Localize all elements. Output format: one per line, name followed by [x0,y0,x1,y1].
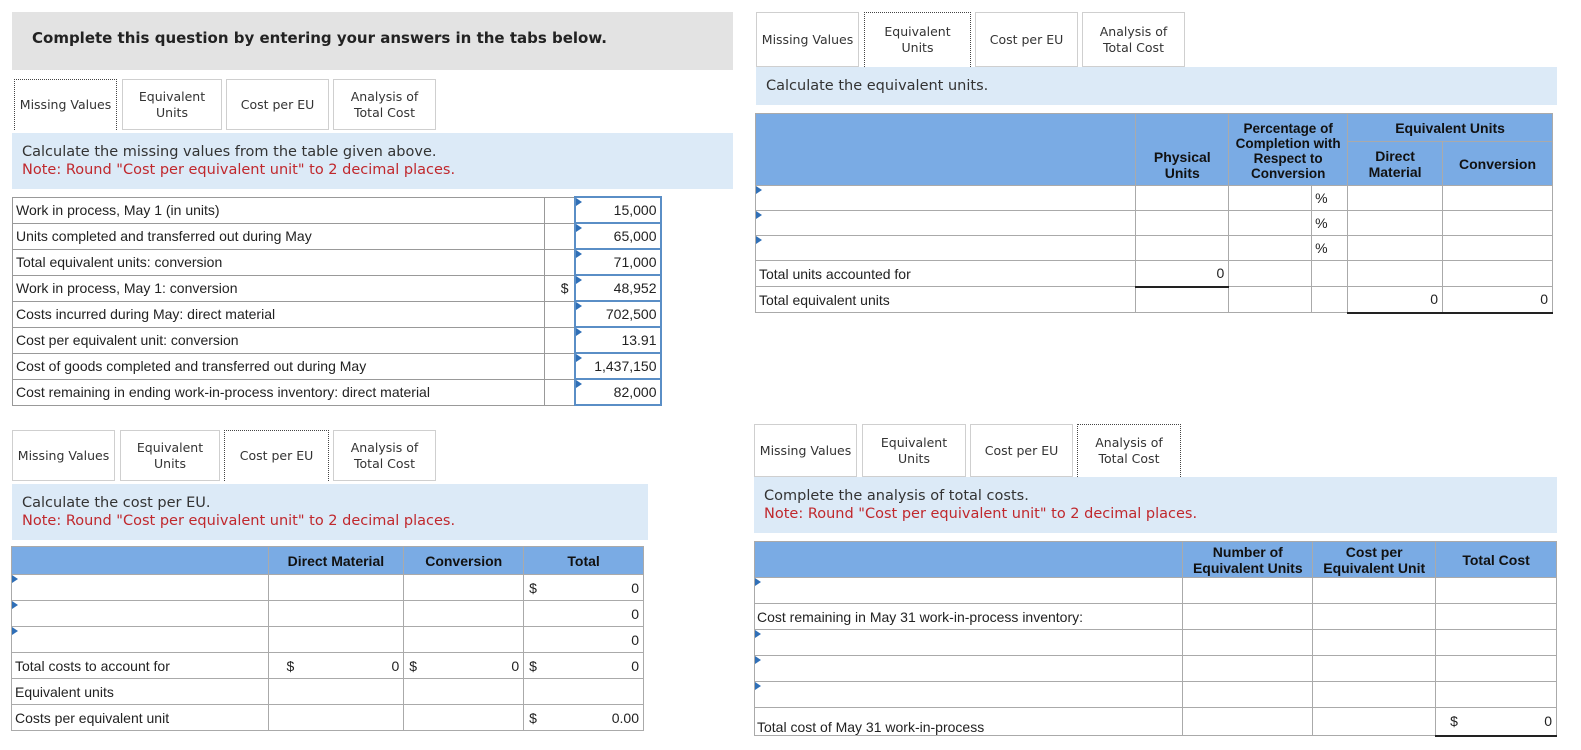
tab-bar-missing [14,79,440,130]
tab-missing-values[interactable]: Missing Values [754,424,857,477]
row-label: Cost of goods completed and transferred out during May [13,353,545,379]
eu-row-dm-input[interactable] [1348,211,1443,236]
total-eq-dm: 0 [1348,287,1443,313]
tab-cost-per-eu[interactable]: Cost per EU [975,12,1078,67]
percent-sign: % [1312,211,1348,236]
cpeu-row-conv-input[interactable] [404,601,524,627]
cpeu-row-label-input[interactable] [12,575,269,601]
cpeu-row-total: 0 [554,627,644,653]
tab-equivalent-units[interactable]: Equivalent Units [122,79,222,130]
analysis-row-3-total-input[interactable] [1436,630,1557,656]
missing-values-instructions [12,133,733,189]
remaining-label: Cost remaining in May 31 work-in-process inventory: [755,604,1183,630]
header-conversion: Conversion [1443,142,1553,186]
analysis-row-3-cpeu-input[interactable] [1313,630,1436,656]
row-value-input[interactable]: 48,952 [575,275,661,301]
tab-bar-analysis [754,424,1185,477]
instruction-text: Calculate the equivalent units. [766,78,989,94]
analysis-row-4-units-input[interactable] [1183,656,1313,682]
tab-equivalent-units[interactable]: Equivalent Units [120,430,220,481]
cpeu-dm-input[interactable] [268,705,404,731]
cpeu-row-conv-input[interactable] [404,575,524,601]
eu-row-pct-input[interactable] [1229,186,1312,211]
cpeu-input-row [12,601,644,627]
missing-values-row [13,275,661,301]
cpeu-row-dm-input[interactable] [268,575,404,601]
tab-analysis-total-cost[interactable]: Analysis of Total Cost [333,430,436,481]
total-costs-label: Total costs to account for [12,653,269,679]
eu-row-conv-input[interactable] [1443,236,1553,261]
eu-input-row [756,211,1553,236]
row-currency [545,249,575,275]
tab-cost-per-eu[interactable]: Cost per EU [224,430,329,481]
missing-values-row [13,197,661,223]
analysis-table [754,541,1557,737]
instruction-text: Calculate the cost per EU. [22,495,211,511]
header-conversion: Conversion [404,547,524,575]
analysis-row-5-units-input[interactable] [1183,682,1313,708]
tab-missing-values[interactable]: Missing Values [756,12,859,67]
eu-row-physical-input[interactable] [1136,211,1229,236]
analysis-instructions [754,477,1557,533]
missing-values-row [13,249,661,275]
header-direct-material: Direct Material [268,547,404,575]
cost-per-eu-instructions [12,484,648,540]
total-units-label: Total units accounted for [756,261,1136,287]
eu-row-conv-input[interactable] [1443,186,1553,211]
analysis-row-1-units-input[interactable] [1183,578,1313,604]
header-blank [756,114,1136,186]
row-value-input[interactable]: 13.91 [575,327,661,353]
eu-row-label-input[interactable] [756,186,1136,211]
eu-row-label-input[interactable] [756,211,1136,236]
rounding-note: Note: Round "Cost per equivalent unit" to 2 decimal places. [22,513,456,529]
total-units-value: 0 [1136,261,1229,287]
row-label: Costs incurred during May: direct material [13,301,545,327]
row-value-input[interactable]: 15,000 [575,197,661,223]
header-total: Total [524,547,644,575]
tab-equivalent-units[interactable]: Equivalent Units [862,424,966,477]
eu-row-label-input[interactable] [756,236,1136,261]
tab-analysis-total-cost[interactable]: Analysis of Total Cost [1082,12,1185,67]
eu-row-pct-input[interactable] [1229,236,1312,261]
row-currency: $ [545,275,575,301]
missing-values-row [13,327,661,353]
tab-cost-per-eu[interactable]: Cost per EU [970,424,1073,477]
total-costs-dm: $ 0 [268,653,404,679]
analysis-row-3-units-input[interactable] [1183,630,1313,656]
row-currency [545,353,575,379]
total-cost-wip-value: $ 0 [1436,708,1557,736]
row-value-input[interactable]: 702,500 [575,301,661,327]
eu-row-physical-input[interactable] [1136,186,1229,211]
cpeu-conv-input[interactable] [404,705,524,731]
tab-cost-per-eu[interactable]: Cost per EU [226,79,329,130]
cpeu-row-dm-input[interactable] [268,601,404,627]
header-physical-units: Physical Units [1136,114,1229,186]
row-currency [545,223,575,249]
equivalent-units-instructions [756,67,1557,105]
cpeu-total-dollar: $ [524,705,554,731]
percent-sign: % [1312,236,1348,261]
missing-values-row [13,301,661,327]
question-header [12,12,733,70]
row-value-input[interactable]: 1,437,150 [575,353,661,379]
analysis-row-5-cpeu-input[interactable] [1313,682,1436,708]
equivalent-units-label: Equivalent units [12,679,269,705]
total-costs-conv-dollar: $ [404,653,434,679]
rounding-note: Note: Round "Cost per equivalent unit" to 2 decimal places. [764,506,1198,522]
analysis-row-5-label-input[interactable] [755,682,1183,708]
cpeu-row-total: 0 [554,575,644,601]
eq-units-conv-input[interactable] [404,679,524,705]
equivalent-units-table [755,113,1553,314]
cpeu-row-dm-input[interactable] [268,627,404,653]
cpeu-row-conv-input[interactable] [404,627,524,653]
header-cost-per-eu: Cost per Equivalent Unit [1313,542,1436,578]
analysis-row-4-cpeu-input[interactable] [1313,656,1436,682]
cpeu-row-dollar [524,601,554,627]
cpeu-input-row [12,575,644,601]
row-value-input[interactable]: 82,000 [575,379,661,405]
row-label: Work in process, May 1 (in units) [13,197,545,223]
tab-missing-values[interactable]: Missing Values [14,79,117,130]
row-label: Units completed and transferred out during May [13,223,545,249]
missing-values-row [13,353,661,379]
total-eq-conv: 0 [1443,287,1553,313]
header-number-eu: Number of Equivalent Units [1183,542,1313,578]
header-blank [755,542,1183,578]
cpeu-row-dollar: $ [524,575,554,601]
row-currency [545,301,575,327]
cpeu-row-dollar [524,627,554,653]
tab-bar-costeu [12,430,440,481]
cpeu-label: Costs per equivalent unit [12,705,269,731]
missing-values-table [12,196,662,406]
cpeu-input-row [12,627,644,653]
cpeu-total: 0.00 [554,705,644,731]
instruction-text: Calculate the missing values from the table given above. [22,144,437,160]
eq-units-total-blank [524,679,644,705]
total-costs-total: 0 [554,653,644,679]
tab-bar-equnits [756,12,1189,67]
total-costs-total-dollar: $ [524,653,554,679]
analysis-row-5-total-input[interactable] [1436,682,1557,708]
tab-analysis-total-cost[interactable]: Analysis of Total Cost [1077,424,1181,477]
row-label: Total equivalent units: conversion [13,249,545,275]
header-direct-material: Direct Material [1348,142,1443,186]
total-cost-wip-label: Total cost of May 31 work-in-process [755,708,1183,736]
missing-values-row [13,223,661,249]
header-blank [12,547,269,575]
analysis-row-4-label-input[interactable] [755,656,1183,682]
cpeu-row-label-input[interactable] [12,601,269,627]
eq-units-dm-input[interactable] [268,679,404,705]
instruction-text: Complete the analysis of total costs. [764,488,1029,504]
eu-row-pct-input[interactable] [1229,211,1312,236]
cpeu-row-total: 0 [554,601,644,627]
header-pct-completion: Percentage of Completion with Respect to Conversion [1229,114,1348,186]
total-costs-conv: 0 [434,653,524,679]
analysis-row-1-total-input[interactable] [1436,578,1557,604]
row-label: Cost remaining in ending work-in-process inventory: direct material [13,379,545,405]
total-eq-units-label: Total equivalent units [756,287,1136,313]
eu-input-row [756,186,1553,211]
eu-row-physical-input[interactable] [1136,236,1229,261]
header-title: Complete this question by entering your answers in the tabs below. [32,29,607,47]
row-value-input[interactable]: 65,000 [575,223,661,249]
analysis-row-3-label-input[interactable] [755,630,1183,656]
analysis-row-4-total-input[interactable] [1436,656,1557,682]
missing-values-row [13,379,661,405]
cost-per-eu-table [11,546,644,731]
header-total-cost: Total Cost [1436,542,1557,578]
eu-row-dm-input[interactable] [1348,186,1443,211]
row-currency [545,197,575,223]
analysis-row-1-label-input[interactable] [755,578,1183,604]
eu-row-conv-input[interactable] [1443,211,1553,236]
row-value-input[interactable]: 71,000 [575,249,661,275]
eu-row-dm-input[interactable] [1348,236,1443,261]
row-label: Cost per equivalent unit: conversion [13,327,545,353]
tab-equivalent-units[interactable]: Equivalent Units [864,12,971,67]
eu-input-row [756,236,1553,261]
tab-missing-values[interactable]: Missing Values [12,430,115,481]
percent-sign: % [1312,186,1348,211]
analysis-row-1-cpeu-input[interactable] [1313,578,1436,604]
header-equivalent-units: Equivalent Units [1348,114,1553,142]
row-label: Work in process, May 1: conversion [13,275,545,301]
rounding-note: Note: Round "Cost per equivalent unit" to 2 decimal places. [22,162,456,178]
tab-analysis-total-cost[interactable]: Analysis of Total Cost [333,79,436,130]
cpeu-row-label-input[interactable] [12,627,269,653]
row-currency [545,327,575,353]
row-currency [545,379,575,405]
